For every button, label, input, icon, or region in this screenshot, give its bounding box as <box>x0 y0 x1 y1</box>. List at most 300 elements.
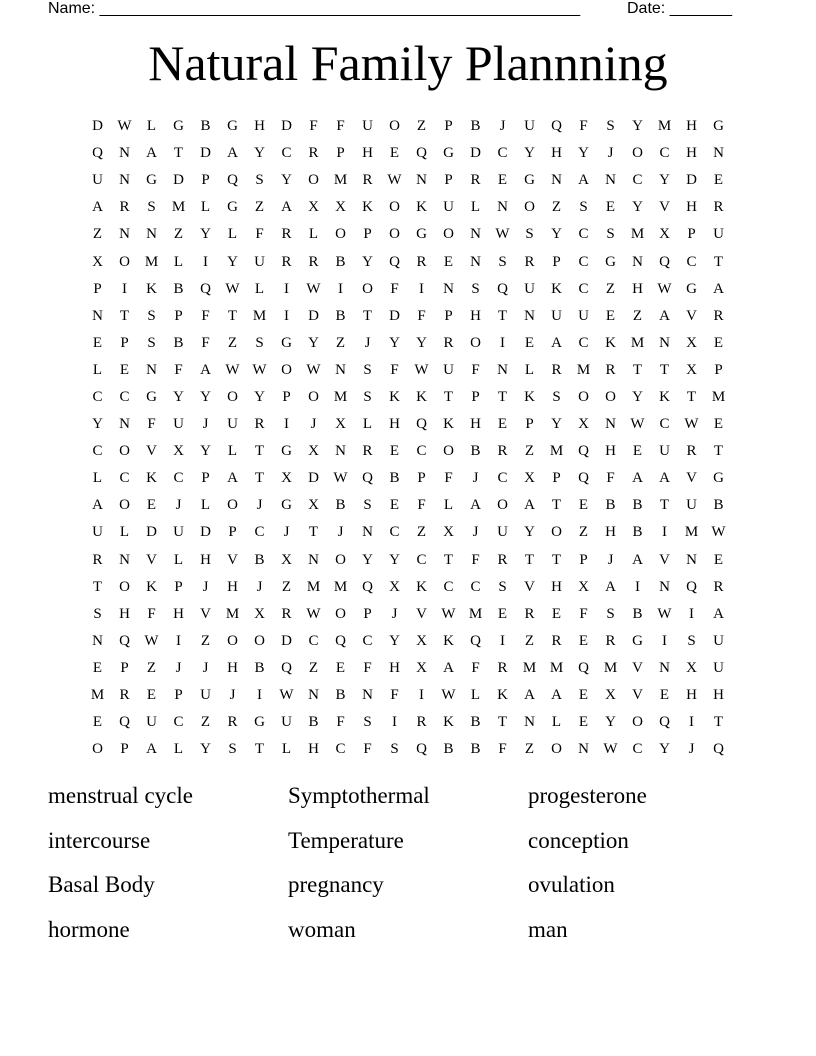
grid-letter: X <box>281 551 292 568</box>
grid-letter: X <box>335 199 346 216</box>
grid-letter: I <box>419 280 424 297</box>
grid-letter: P <box>714 361 723 378</box>
grid-letter: W <box>333 470 348 487</box>
grid-letter: H <box>713 687 724 704</box>
grid-letter: W <box>306 361 321 378</box>
grid-letter: A <box>632 470 643 487</box>
grid-letter: G <box>281 334 292 351</box>
grid-letter: J <box>202 659 209 676</box>
grid-letter: U <box>173 416 184 433</box>
grid-letter: C <box>92 388 103 405</box>
grid-letter: W <box>387 172 402 189</box>
grid-letter: S <box>498 578 507 595</box>
header <box>48 0 748 20</box>
grid-letter: Z <box>524 632 535 649</box>
grid-letter: N <box>632 253 643 270</box>
grid-letter: E <box>497 416 508 433</box>
grid-letter: Q <box>200 280 211 297</box>
grid-letter: Z <box>524 443 535 460</box>
grid-letter: C <box>173 470 184 487</box>
grid-letter: S <box>147 334 156 351</box>
grid-letter: C <box>578 226 589 243</box>
grid-letter: P <box>174 307 183 324</box>
grid-letter: C <box>416 551 427 568</box>
grid-letter: A <box>578 172 589 189</box>
grid-letter: A <box>227 470 238 487</box>
grid-letter: R <box>497 551 508 568</box>
grid-letter: V <box>659 551 670 568</box>
grid-letter: C <box>470 578 481 595</box>
grid-letter: S <box>687 632 696 649</box>
grid-letter: Y <box>632 388 643 405</box>
grid-letter: Q <box>551 118 562 135</box>
grid-letter: P <box>687 226 696 243</box>
grid-letter: P <box>174 687 183 704</box>
grid-letter: R <box>497 443 508 460</box>
grid-letter: S <box>363 361 372 378</box>
grid-letter: E <box>92 659 103 676</box>
word-bank-item: progesterone <box>528 783 647 808</box>
grid-letter: S <box>228 741 237 758</box>
grid-letter: Q <box>578 443 589 460</box>
grid-letter: V <box>632 659 643 676</box>
grid-letter: R <box>308 253 319 270</box>
grid-letter: M <box>333 172 348 189</box>
grid-letter: F <box>417 307 426 324</box>
grid-letter: L <box>308 226 319 243</box>
grid-letter: D <box>146 524 157 541</box>
grid-letter: L <box>443 497 454 514</box>
grid-letter: F <box>498 741 507 758</box>
grid-letter: Z <box>227 334 238 351</box>
grid-letter: G <box>713 470 724 487</box>
grid-letter: M <box>333 578 348 595</box>
grid-letter: M <box>549 659 564 676</box>
grid-letter: I <box>635 578 640 595</box>
grid-letter: V <box>659 199 670 216</box>
grid-letter: U <box>443 361 454 378</box>
grid-letter: N <box>335 361 346 378</box>
grid-letter: N <box>308 687 319 704</box>
grid-letter: M <box>684 524 699 541</box>
grid-letter: T <box>632 361 643 378</box>
grid-letter: Y <box>632 118 643 135</box>
grid-letter: A <box>524 687 535 704</box>
grid-letter: G <box>281 443 292 460</box>
grid-letter: X <box>524 470 535 487</box>
grid-letter: K <box>362 199 373 216</box>
grid-letter: Q <box>362 470 373 487</box>
grid-letter: I <box>122 280 127 297</box>
grid-letter: S <box>471 280 480 297</box>
grid-letter: W <box>225 361 240 378</box>
grid-letter: G <box>227 199 238 216</box>
grid-letter: P <box>552 253 561 270</box>
grid-letter: J <box>472 524 479 541</box>
grid-letter: B <box>389 470 400 487</box>
grid-letter: T <box>497 714 508 731</box>
grid-letter: X <box>443 524 454 541</box>
grid-letter: Z <box>92 226 103 243</box>
grid-letter: E <box>497 605 508 622</box>
word-bank-item: Temperature <box>288 827 404 853</box>
grid-letter: R <box>443 334 454 351</box>
grid-letter: C <box>497 145 508 162</box>
grid-letter: I <box>392 714 397 731</box>
grid-letter: Y <box>416 334 427 351</box>
grid-letter: S <box>525 226 534 243</box>
grid-letter: Z <box>308 659 319 676</box>
grid-letter: U <box>443 199 454 216</box>
grid-letter: U <box>713 632 724 649</box>
grid-letter: R <box>605 632 616 649</box>
grid-letter: O <box>632 145 643 162</box>
grid-letter: T <box>119 307 130 324</box>
grid-letter: E <box>578 632 589 649</box>
grid-letter: W <box>414 361 429 378</box>
grid-letter: U <box>713 226 724 243</box>
grid-letter: E <box>389 497 400 514</box>
grid-letter: R <box>281 253 292 270</box>
grid-letter: Y <box>173 388 184 405</box>
grid-letter: H <box>227 659 238 676</box>
grid-letter: Q <box>416 741 427 758</box>
grid-letter: J <box>229 687 236 704</box>
grid-letter: N <box>551 172 562 189</box>
grid-letter: E <box>389 443 400 460</box>
grid-letter: G <box>227 118 238 135</box>
grid-letter: G <box>254 714 265 731</box>
grid-letter: O <box>119 578 130 595</box>
grid-letter: L <box>200 497 211 514</box>
grid-letter: H <box>605 443 616 460</box>
grid-letter: D <box>389 307 400 324</box>
grid-letter: D <box>92 118 103 135</box>
grid-letter: L <box>119 524 130 541</box>
grid-letter: P <box>363 226 372 243</box>
grid-letter: N <box>497 199 508 216</box>
grid-letter: M <box>603 659 618 676</box>
grid-letter: P <box>444 307 453 324</box>
grid-letter: C <box>335 741 346 758</box>
grid-letter: O <box>443 226 454 243</box>
grid-letter: Y <box>389 632 400 649</box>
grid-letter: I <box>284 280 289 297</box>
grid-letter: S <box>363 388 372 405</box>
grid-letter: Y <box>524 524 535 541</box>
grid-letter: W <box>441 687 456 704</box>
grid-letter: K <box>146 280 157 297</box>
grid-letter: B <box>335 497 346 514</box>
grid-letter: N <box>362 524 373 541</box>
grid-letter: N <box>605 172 616 189</box>
grid-letter: G <box>443 145 454 162</box>
grid-letter: O <box>335 605 346 622</box>
grid-letter: O <box>119 253 130 270</box>
grid-letter: M <box>306 578 321 595</box>
grid-letter: E <box>119 361 130 378</box>
grid-letter: P <box>336 145 345 162</box>
grid-letter: C <box>92 443 103 460</box>
grid-letter: T <box>497 307 508 324</box>
grid-letter: L <box>362 416 373 433</box>
grid-letter: N <box>605 416 616 433</box>
grid-letter: N <box>416 172 427 189</box>
grid-letter: X <box>605 687 616 704</box>
grid-letter: R <box>254 416 265 433</box>
grid-letter: N <box>119 145 130 162</box>
grid-letter: C <box>578 253 589 270</box>
grid-letter: O <box>335 551 346 568</box>
letter-grid <box>84 113 732 763</box>
grid-letter: V <box>416 605 427 622</box>
grid-letter: O <box>389 226 400 243</box>
grid-letter: Q <box>362 578 373 595</box>
word-bank-item: pregnancy <box>288 872 384 897</box>
grid-letter: U <box>497 524 508 541</box>
grid-letter: J <box>202 578 209 595</box>
grid-letter: U <box>227 416 238 433</box>
grid-letter: R <box>524 253 535 270</box>
grid-letter: T <box>551 551 562 568</box>
grid-letter: O <box>578 388 589 405</box>
grid-letter: Y <box>200 388 211 405</box>
grid-letter: O <box>389 199 400 216</box>
grid-letter: I <box>284 416 289 433</box>
grid-letter: T <box>497 388 508 405</box>
grid-letter: G <box>605 253 616 270</box>
grid-letter: R <box>119 687 130 704</box>
grid-letter: H <box>470 416 481 433</box>
grid-letter: U <box>146 714 157 731</box>
grid-letter: R <box>551 361 562 378</box>
grid-letter: R <box>281 605 292 622</box>
grid-letter: E <box>578 687 589 704</box>
grid-letter: N <box>335 443 346 460</box>
grid-letter: O <box>119 497 130 514</box>
grid-letter: A <box>632 551 643 568</box>
grid-letter: U <box>281 714 292 731</box>
grid-letter: I <box>689 605 694 622</box>
grid-letter: T <box>254 741 265 758</box>
grid-letter: I <box>257 687 262 704</box>
grid-letter: Q <box>119 714 130 731</box>
grid-letter: D <box>200 524 211 541</box>
grid-letter: H <box>389 659 400 676</box>
grid-letter: A <box>92 199 103 216</box>
grid-letter: S <box>606 226 615 243</box>
grid-letter: L <box>92 361 103 378</box>
grid-letter: X <box>416 632 427 649</box>
grid-letter: E <box>713 416 724 433</box>
grid-letter: L <box>92 470 103 487</box>
word-bank-item: conception <box>528 827 629 853</box>
grid-letter: B <box>254 551 265 568</box>
grid-letter: Y <box>389 334 400 351</box>
grid-letter: B <box>470 118 481 135</box>
grid-letter: O <box>551 741 562 758</box>
grid-letter: T <box>173 145 184 162</box>
grid-letter: S <box>255 334 264 351</box>
grid-letter: E <box>713 172 724 189</box>
grid-letter: Z <box>632 307 643 324</box>
grid-letter: P <box>93 280 102 297</box>
grid-letter: J <box>607 145 614 162</box>
grid-letter: R <box>524 605 535 622</box>
grid-letter: P <box>417 470 426 487</box>
grid-letter: M <box>225 605 240 622</box>
grid-letter: M <box>468 605 483 622</box>
grid-letter: E <box>605 307 616 324</box>
grid-letter: X <box>308 497 319 514</box>
grid-letter: W <box>306 605 321 622</box>
grid-letter: C <box>308 632 319 649</box>
grid-letter: Y <box>362 253 373 270</box>
grid-letter: T <box>254 470 265 487</box>
grid-letter: E <box>146 687 157 704</box>
grid-letter: Q <box>416 145 427 162</box>
grid-letter: Y <box>551 416 562 433</box>
grid-letter: F <box>336 714 345 731</box>
grid-letter: Y <box>578 145 589 162</box>
grid-letter: L <box>470 687 481 704</box>
grid-letter: R <box>416 714 427 731</box>
grid-letter: P <box>228 524 237 541</box>
grid-letter: R <box>119 199 130 216</box>
grid-letter: Q <box>470 632 481 649</box>
grid-letter: B <box>308 714 319 731</box>
grid-letter: T <box>92 578 103 595</box>
grid-letter: N <box>659 578 670 595</box>
grid-letter: M <box>144 253 159 270</box>
grid-letter: K <box>146 470 157 487</box>
grid-letter: W <box>657 280 672 297</box>
grid-letter: Z <box>416 118 427 135</box>
grid-letter: N <box>119 226 130 243</box>
grid-letter: T <box>443 551 454 568</box>
grid-letter: F <box>471 361 480 378</box>
grid-letter: V <box>146 443 157 460</box>
grid-letter: M <box>711 388 726 405</box>
grid-letter: S <box>390 741 399 758</box>
grid-letter: J <box>175 659 182 676</box>
grid-letter: T <box>551 497 562 514</box>
word-bank <box>48 776 768 954</box>
grid-letter: S <box>498 253 507 270</box>
grid-letter: H <box>470 307 481 324</box>
grid-letter: H <box>605 524 616 541</box>
grid-letter: G <box>686 280 697 297</box>
grid-letter: R <box>713 307 724 324</box>
grid-letter: B <box>713 497 724 514</box>
grid-letter: A <box>92 497 103 514</box>
grid-letter: Z <box>200 714 211 731</box>
grid-letter: F <box>147 416 156 433</box>
grid-letter: O <box>470 334 481 351</box>
grid-letter: V <box>632 687 643 704</box>
grid-letter: V <box>227 551 238 568</box>
grid-letter: S <box>552 388 561 405</box>
grid-letter: A <box>713 605 724 622</box>
grid-letter: L <box>227 226 238 243</box>
grid-letter: F <box>336 118 345 135</box>
grid-letter: L <box>173 253 184 270</box>
grid-letter: Z <box>416 524 427 541</box>
grid-letter: B <box>335 687 346 704</box>
grid-letter: A <box>551 334 562 351</box>
grid-letter: G <box>146 388 157 405</box>
grid-letter: X <box>92 253 103 270</box>
grid-letter: T <box>686 388 697 405</box>
grid-letter: Q <box>578 470 589 487</box>
grid-letter: E <box>146 497 157 514</box>
grid-letter: Z <box>146 659 157 676</box>
grid-letter: K <box>416 388 427 405</box>
grid-letter: Q <box>659 253 670 270</box>
grid-letter: Y <box>551 226 562 243</box>
grid-letter: C <box>281 145 292 162</box>
grid-letter: F <box>417 497 426 514</box>
grid-letter: Y <box>200 226 211 243</box>
grid-letter: A <box>713 280 724 297</box>
grid-letter: S <box>579 199 588 216</box>
grid-letter: D <box>200 145 211 162</box>
grid-letter: N <box>470 253 481 270</box>
grid-letter: P <box>444 172 453 189</box>
grid-letter: H <box>686 118 697 135</box>
grid-letter: Q <box>92 145 103 162</box>
grid-letter: R <box>227 714 238 731</box>
grid-letter: B <box>173 334 184 351</box>
grid-letter: U <box>524 118 535 135</box>
grid-letter: X <box>578 416 589 433</box>
grid-letter: I <box>176 632 181 649</box>
grid-letter: W <box>144 632 159 649</box>
grid-letter: R <box>605 361 616 378</box>
grid-letter: G <box>416 226 427 243</box>
grid-letter: W <box>657 605 672 622</box>
grid-letter: O <box>605 388 616 405</box>
grid-letter: D <box>173 172 184 189</box>
grid-letter: X <box>659 226 670 243</box>
grid-letter: U <box>254 253 265 270</box>
grid-letter: X <box>308 443 319 460</box>
grid-letter: R <box>416 253 427 270</box>
grid-letter: N <box>146 361 157 378</box>
grid-letter: E <box>578 497 589 514</box>
grid-letter: N <box>119 416 130 433</box>
grid-letter: Z <box>524 741 535 758</box>
grid-letter: H <box>551 578 562 595</box>
grid-letter: G <box>173 118 184 135</box>
grid-letter: Y <box>254 388 265 405</box>
grid-letter: A <box>551 687 562 704</box>
grid-letter: N <box>578 741 589 758</box>
grid-letter: T <box>443 388 454 405</box>
grid-letter: C <box>578 280 589 297</box>
grid-letter: X <box>686 361 697 378</box>
grid-letter: K <box>146 578 157 595</box>
grid-letter: H <box>119 605 130 622</box>
grid-letter: T <box>713 714 724 731</box>
grid-letter: J <box>256 497 263 514</box>
word-bank-item: menstrual cycle <box>48 783 193 808</box>
grid-letter: J <box>175 497 182 514</box>
grid-letter: R <box>470 172 481 189</box>
grid-letter: X <box>308 199 319 216</box>
word-bank-item: Symptothermal <box>288 783 430 808</box>
grid-letter: U <box>524 280 535 297</box>
